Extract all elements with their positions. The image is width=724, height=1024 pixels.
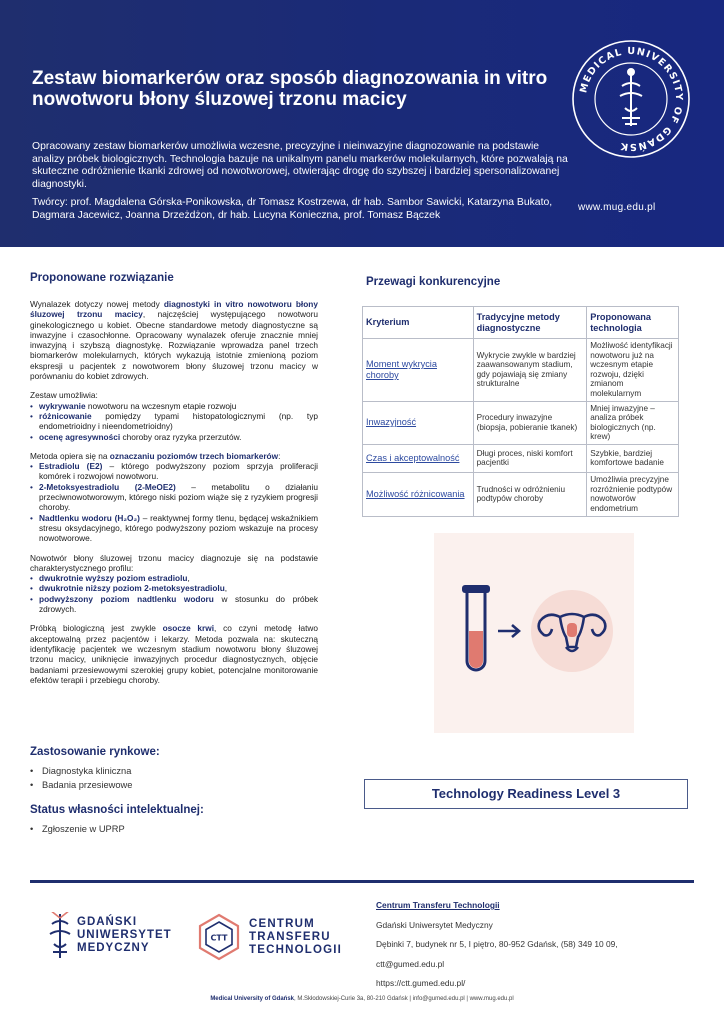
bottom-address-line: Medical University of Gdańsk, M.Skłodowskiej-Curie 3a, 80-210 Gdańsk | info@gumed.edu.pl | www.mug.edu.pl [210,996,514,1002]
table-row [363,472,679,516]
contact-website[interactable]: https://ctt.gumed.edu.pl/ [376,978,466,988]
list-item: • ocenę agresywności choroby oraz ryzyka przerzutów. [30,432,318,442]
list-item: • podwyższony poziom nadtlenku wodoru w stosunku do próbek zdrowych. [30,594,318,615]
contact-address: Dębinki 7, budynek nr 5, I piętro, 80-952 Gdańsk, (58) 349 10 09, [376,939,618,949]
list-item: • 2-Metoksyestradiolu (2-MeOE2) – metabolitu o działaniu przeciwnowotworowym, którego niski poziom wiąże się z ryzykiem progresji choroby. [30,482,318,513]
contact-name-link[interactable]: Centrum Transferu Technologii [376,900,500,910]
contact-block [376,896,618,994]
header-description: Opracowany zestaw biomarkerów umożliwia wczesne, precyzyjne i nieinwazyjne diagnozowanie na podstawie analizy próbek biologicznych. Technologia bazuje na unikalnym panelu markerów molekularnych, które pozwalają na skuteczne odróżnienie tkanki zdrowej od nowotworowej, otwierając drogę do szybszej i bardziej spersonalizowanej diagnostyki. [32,141,568,190]
ip-title: Status własności intelektualnej: [30,804,204,816]
column-header: Proponowana technologia [587,307,679,339]
list-item: • dwukrotnie niższy poziom 2-metoksyestradiolu, [30,583,318,593]
table-header-row [363,307,679,339]
table-cell: Umożliwia precyzyjne rozróżnienie podtypów nowotworów endometrium [587,472,679,516]
solution-paragraph-2: Zestaw umożliwia: [30,390,98,401]
criterion-link[interactable]: Inwazyjność [363,401,474,444]
list-item: • dwukrotnie wyższy poziom estradiolu, [30,573,318,583]
table-cell: Możliwość identyfikacji nowotworu już na wczesnym etapie rozwoju, dzięki zmianom molekularnym [587,339,679,402]
table-cell: Szybkie, bardziej komfortowe badanie [587,444,679,472]
ctt-abbr: CTT [210,933,228,943]
table-cell: Mniej inwazyjne – analiza próbek biologicznych (np. krew) [587,401,679,444]
list-item: • Zgłoszenie w UPRP [30,822,330,836]
column-header: Kryterium [363,307,474,339]
table-cell: Procedury inwazyjne (biopsja, pobieranie tkanek) [473,401,587,444]
market-section [30,746,330,836]
diagnosis-illustration [434,533,634,733]
solution-paragraph-3: Metoda opiera się na oznaczaniu poziomów trzech biomarkerów: [30,450,281,461]
ctt-logo-text: CENTRUM TRANSFERU TECHNOLOGII [249,918,343,957]
table-cell: Wykrycie zwykle w bardziej zaawansowanym stadium, gdy pojawiają się zmiany strukturalne [473,339,587,402]
ctt-logo-icon [197,913,241,961]
page-title: Zestaw biomarkerów oraz sposób diagnozowania in vitro nowotworu błony śluzowej trzonu macicy [32,68,548,110]
header-banner [0,0,724,247]
market-title: Zastosowanie rynkowe: [30,746,160,758]
list-item: • Diagnostyka kliniczna [30,764,330,778]
table-cell: Długi proces, niski komfort pacjentki [473,444,587,472]
enables-list [30,401,318,442]
solution-paragraph-1: Wynalazek dotyczy nowej metody diagnostyki in vitro nowotworu błony śluzowej trzonu macicy, najczęściej występującego nowotworu ginekologicznego u kobiet. Obecne standardowe metody diagnostyczne są inwazyjne i czasochłonne. Opracowany wynalazek oferuje znacznie mniej inwazyjną i szybszą diagnostykę. Rozwiązanie wprowadza panel trzech biomarkerów molekularnych, których wykazują istotnie zmienioną poziom ekspresji u pacjentek z nowotworem błony śluzowej trzonu macicy w porównaniu do kobiet zdrowych. [30,299,319,382]
test-tube-to-uterus-icon [434,533,634,733]
header-url[interactable]: www.mug.edu.pl [578,202,656,213]
list-item: • różnicowanie pomiędzy typami histopatologicznymi (np. typ endometrioidny i nieendometrioidny) [30,411,318,432]
market-list [30,764,330,792]
contact-org: Gdański Uniwersytet Medyczny [376,919,493,930]
criterion-link[interactable]: Możliwość różnicowania [363,472,474,516]
criterion-link[interactable]: Czas i akceptowalność [363,444,474,472]
contact-email[interactable]: ctt@gumed.edu.pl [376,958,445,969]
header-authors: Twórcy: prof. Magdalena Górska-Ponikowska, dr Tomasz Kostrzewa, dr hab. Sambor Sawicki, Katarzyna Bukato, Dagmara Jacewicz, Joanna Drzeżdżon, dr hab. Lucyna Konieczna, prof. Tomasz Bączek [32,197,553,221]
advantages-table [362,306,679,517]
footer-divider [30,880,694,883]
criterion-link[interactable]: Moment wykrycia choroby [363,339,474,402]
markers-list [30,461,318,543]
solution-title: Proponowane rozwiązanie [30,272,174,284]
column-header: Tradycyjne metody diagnostyczne [473,307,587,339]
list-item: • Estradiolu (E2) – którego podwyższony poziom sprzyja proliferacji komórek i rozwojowi nowotworu. [30,461,318,482]
gumed-logo-text: GDAŃSKI UNIWERSYTET MEDYCZNY [77,916,172,955]
solution-paragraph-5: Próbką biologiczną jest zwykle osocze krwi, co czyni metodę łatwo akceptowalną przez pacjentów i lekarzy. Metoda pozwala na: skuteczną identyfikację pacjentek we wczesnym stadium nowotworu błony śluzowej trzonu macicy, uniknięcie inwazyjnych procedur diagnostycznych, objęcie badaniami przesiewowymi szerokiej grupy kobiet, potencjalne monitorowanie efektów terapii i przebiegu choroby. [30,623,318,685]
list-item: • Badania przesiewowe [30,778,330,792]
list-item: • wykrywanie nowotworu na wczesnym etapie rozwoju [30,401,318,411]
seal-text: MEDICAL UNIVERSITY OF GDAŃSK [578,45,685,153]
profile-list [30,573,318,614]
solution-paragraph-4: Nowotwór błony śluzowej trzonu macicy diagnozuje się na podstawie charakterystycznego profilu: [30,552,318,573]
advantages-title: Przewagi konkurencyjne [366,276,501,288]
university-seal-icon [570,38,692,160]
table-cell: Trudności w odróżnieniu podtypów choroby [473,472,587,516]
table-row [363,401,679,444]
table-row [363,339,679,402]
table-row [363,444,679,472]
trl-badge: Technology Readiness Level 3 [364,779,688,809]
list-item: • Nadtlenku wodoru (H₂O₂) – reaktywnej formy tlenu, będącej wskaźnikiem stresu oksydacyjnego, którego podwyższony poziom wskazuje na procesy nowotworowe. [30,513,318,544]
ip-list [30,822,330,836]
solution-section [30,272,318,685]
